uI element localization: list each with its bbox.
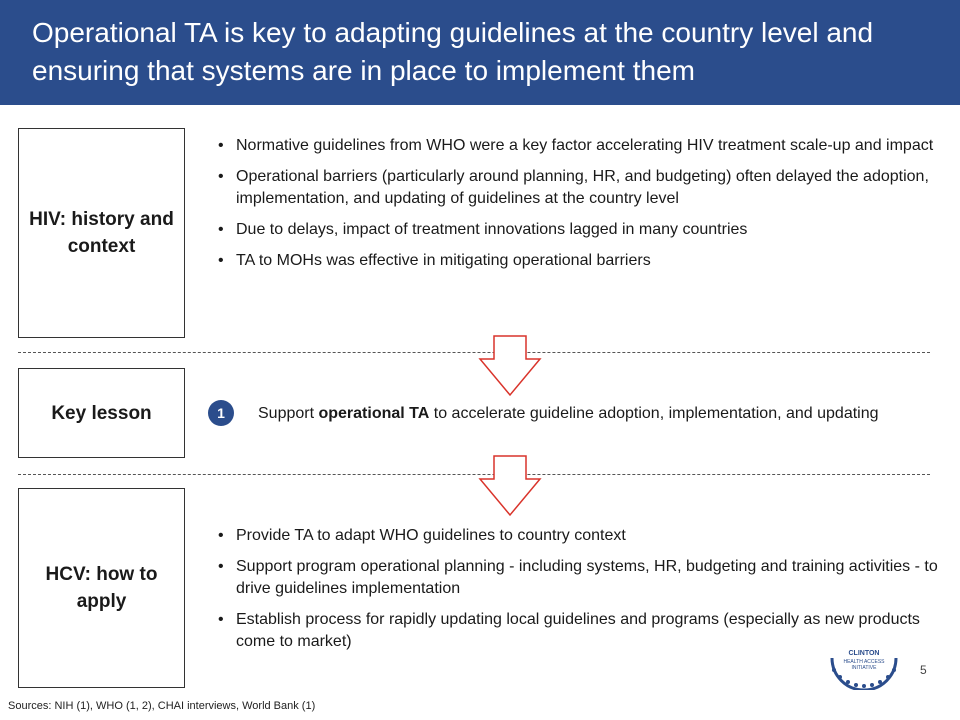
slide-title: Operational TA is key to adapting guidelines at the country level and ensuring that systems are in place to implement them [32,17,874,86]
page-number: 5 [920,663,927,677]
svg-text:INITIATIVE: INITIATIVE [851,665,877,671]
lesson-text-emphasis: operational TA [318,405,430,422]
lesson-text-end: to accelerate guideline adoption, implementation, and updating [429,405,879,422]
lesson-number-badge: 1 [208,400,234,426]
key-lesson-label: Key lesson [51,402,152,424]
hiv-bullet: • Operational barriers (particularly around planning, HR, and budgeting) often delayed the adoption, implementation, and updating of guidelines at the country level [218,166,938,210]
sources-footnote: Sources: NIH (1), WHO (1, 2), CHAI interviews, World Bank (1) [8,700,316,712]
hiv-section-label: HIV: history and context [29,209,174,257]
hcv-bullet: • Establish process for rapidly updating local guidelines and programs (especially as new products come to market) [218,609,938,653]
svg-text:HEALTH ACCESS: HEALTH ACCESS [843,659,885,665]
hiv-section-label-box [18,128,185,338]
down-arrow-icon [478,455,542,517]
hcv-bullet-list [218,525,938,662]
hiv-bullet: • Due to delays, impact of treatment innovations lagged in many countries [218,219,938,241]
section-divider-bottom [18,474,930,475]
key-lesson-text [258,402,898,425]
key-lesson-label-box [18,368,185,458]
lesson-text-start: Support [258,405,319,422]
hcv-bullet: • Support program operational planning - including systems, HR, budgeting and training activities - to drive guidelines implementation [218,556,938,600]
clinton-health-access-initiative-logo-icon [826,646,902,690]
hcv-bullet: • Provide TA to adapt WHO guidelines to country context [218,525,938,547]
svg-text:CLINTON: CLINTON [848,650,880,657]
hcv-section-label-box [18,488,185,688]
down-arrow-icon [478,335,542,397]
hiv-bullet: • TA to MOHs was effective in mitigating operational barriers [218,250,938,272]
section-divider-top [18,352,930,353]
hiv-bullet-list [218,135,938,281]
hcv-section-label: HCV: how to apply [45,564,158,612]
title-bar [0,0,960,105]
hiv-bullet: • Normative guidelines from WHO were a key factor accelerating HIV treatment scale-up and impact [218,135,938,157]
